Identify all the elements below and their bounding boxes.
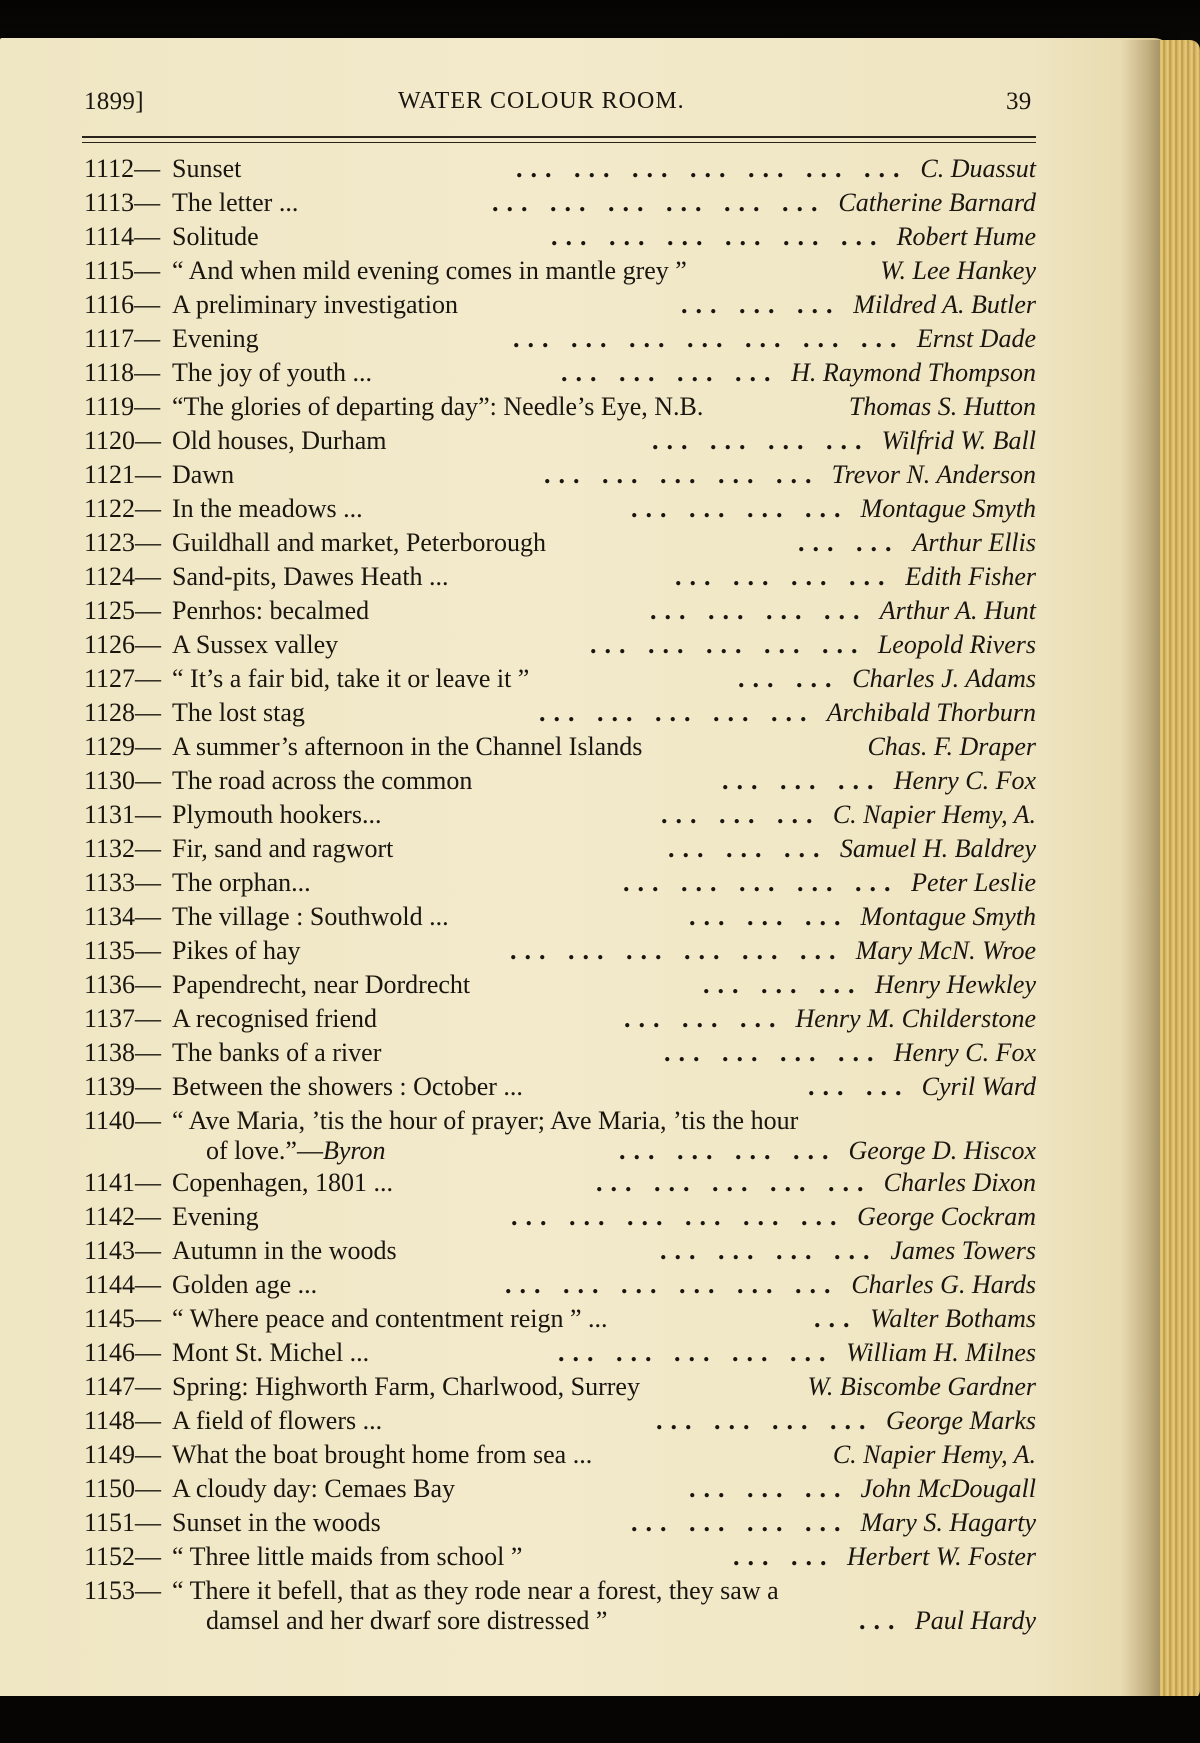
- entry-number: 1134—: [84, 902, 162, 931]
- entry-artist: Henry C. Fox: [893, 1038, 1036, 1067]
- entry-number: 1148—: [84, 1406, 162, 1435]
- entry-title: In the meadows ...: [172, 494, 363, 523]
- entry-number: 1113—: [84, 188, 161, 217]
- entry-title: The banks of a river: [172, 1038, 382, 1067]
- leader-dots: ... ...: [798, 528, 900, 557]
- leader-dots: ... ... ...: [689, 902, 849, 931]
- entry-artist: Mary McN. Wroe: [855, 936, 1036, 965]
- leader-dots: ... ... ... ... ...: [539, 698, 815, 727]
- entry-title: Sunset in the woods: [172, 1508, 381, 1537]
- entry-artist: Charles J. Adams: [852, 664, 1036, 693]
- entry-artist: Mary S. Hagarty: [860, 1508, 1036, 1537]
- entry-number: 1141—: [84, 1168, 162, 1197]
- leader-dots: ... ... ...: [681, 290, 841, 319]
- entry-title-continuation: damsel and her dwarf sore distressed ”: [206, 1606, 608, 1635]
- catalogue-entry: [84, 220, 1036, 254]
- catalogue-entry: [84, 1104, 1036, 1166]
- leader-dots: ... ... ... ... ... ...: [492, 188, 826, 217]
- catalogue-entry: [84, 1540, 1036, 1574]
- entry-number: 1118—: [84, 358, 161, 387]
- entry-number: 1142—: [84, 1202, 162, 1231]
- entry-title: Plymouth hookers...: [172, 800, 382, 829]
- entry-artist: Henry C. Fox: [893, 766, 1036, 795]
- entry-number: 1149—: [84, 1440, 162, 1469]
- entry-artist: Thomas S. Hutton: [848, 392, 1036, 421]
- entry-number: 1122—: [84, 494, 162, 523]
- entry-title: Golden age ...: [172, 1270, 318, 1299]
- entry-artist: Chas. F. Draper: [867, 732, 1036, 761]
- leader-dots: ... ... ... ...: [631, 494, 849, 523]
- catalogue-entry: [84, 1302, 1036, 1336]
- header-rule-thin: [82, 142, 1036, 143]
- entry-artist: C. Napier Hemy, A.: [832, 800, 1036, 829]
- leader-dots: ... ... ...: [689, 1474, 849, 1503]
- entry-artist: Edith Fisher: [905, 562, 1036, 591]
- entry-number: 1146—: [84, 1338, 162, 1367]
- catalogue-entry: [84, 1472, 1036, 1506]
- entry-quote-author: Byron: [322, 1136, 386, 1165]
- entry-artist: H. Raymond Thompson: [791, 358, 1036, 387]
- catalogue-entry: [84, 152, 1036, 186]
- scan-bottom-edge: [0, 1696, 1200, 1743]
- catalogue-entry: [84, 866, 1036, 900]
- entry-number: 1129—: [84, 732, 162, 761]
- entry-title: Guildhall and market, Peterborough: [172, 528, 547, 557]
- entry-artist: W. Biscombe Gardner: [807, 1372, 1036, 1401]
- catalogue-entry: [84, 288, 1036, 322]
- entry-title: The letter ...: [172, 188, 299, 217]
- catalogue-entry: [84, 356, 1036, 390]
- entry-artist: Catherine Barnard: [838, 188, 1036, 217]
- entry-title-continuation: of love.”—Byron: [206, 1136, 386, 1165]
- entry-title: “ Three little maids from school ”: [172, 1542, 523, 1571]
- entry-artist: Henry Hewkley: [875, 970, 1036, 999]
- entry-artist: George Cockram: [857, 1202, 1036, 1231]
- entry-number: 1119—: [84, 392, 161, 421]
- entry-artist: Montague Smyth: [860, 902, 1036, 931]
- leader-dots: ... ... ... ... ...: [558, 1338, 834, 1367]
- leader-dots: ...: [814, 1304, 858, 1333]
- entry-number: 1150—: [84, 1474, 162, 1503]
- catalogue-entry: [84, 458, 1036, 492]
- entry-number: 1144—: [84, 1270, 162, 1299]
- entry-title: “ Ave Maria, ’tis the hour of prayer; Ave Maria, ’tis the hour: [172, 1106, 799, 1135]
- entry-artist: W. Lee Hankey: [880, 256, 1036, 285]
- entry-artist: Arthur A. Hunt: [879, 596, 1036, 625]
- entry-title: A recognised friend: [172, 1004, 378, 1033]
- catalogue-entry: [84, 1370, 1036, 1404]
- leader-dots: ... ... ... ...: [660, 1236, 878, 1265]
- entry-artist: George D. Hiscox: [848, 1136, 1036, 1165]
- catalogue-entry: [84, 1336, 1036, 1370]
- running-head-title: WATER COLOUR ROOM.: [398, 88, 685, 114]
- entry-title: Copenhagen, 1801 ...: [172, 1168, 393, 1197]
- leader-dots: ... ... ... ...: [619, 1136, 837, 1165]
- catalogue-entry: [84, 492, 1036, 526]
- entry-title: What the boat brought home from sea ...: [172, 1440, 593, 1469]
- entry-title: Autumn in the woods: [172, 1236, 397, 1265]
- leader-dots: ... ... ...: [661, 800, 821, 829]
- catalogue-entry: [84, 1036, 1036, 1070]
- entry-number: 1114—: [84, 222, 161, 251]
- catalogue-entry: [84, 1438, 1036, 1472]
- entry-number: 1138—: [84, 1038, 162, 1067]
- catalogue-entry: [84, 832, 1036, 866]
- catalogue-entry: [84, 1268, 1036, 1302]
- catalogue-entry: [84, 526, 1036, 560]
- entry-title: A Sussex valley: [172, 630, 339, 659]
- entry-title: Solitude: [172, 222, 259, 251]
- entry-title: Between the showers : October ...: [172, 1072, 523, 1101]
- catalogue-entry-list: [84, 152, 1036, 1636]
- entry-title: The lost stag: [172, 698, 305, 727]
- entry-number: 1116—: [84, 290, 161, 319]
- entry-number: 1136—: [84, 970, 162, 999]
- entry-artist: Ernst Dade: [916, 324, 1036, 353]
- page-curl-shadow: [1120, 40, 1165, 1700]
- leader-dots: ... ... ...: [624, 1004, 784, 1033]
- entry-artist: Archibald Thorburn: [826, 698, 1036, 727]
- catalogue-entry: [84, 390, 1036, 424]
- catalogue-entry: [84, 1506, 1036, 1540]
- entry-number: 1133—: [84, 868, 162, 897]
- entry-title: A cloudy day: Cemaes Bay: [172, 1474, 456, 1503]
- entry-number: 1115—: [84, 256, 161, 285]
- catalogue-entry: [84, 968, 1036, 1002]
- entry-title: Penrhos: becalmed: [172, 596, 370, 625]
- entry-number: 1112—: [84, 154, 161, 183]
- entry-number: 1123—: [84, 528, 162, 557]
- leader-dots: ... ... ... ...: [561, 358, 779, 387]
- leader-dots: ... ... ... ...: [664, 1038, 882, 1067]
- header-rule-thick: [82, 136, 1036, 138]
- catalogue-entry: [84, 934, 1036, 968]
- entry-number: 1139—: [84, 1072, 162, 1101]
- entry-title: The village : Southwold ...: [172, 902, 449, 931]
- entry-artist: Paul Hardy: [914, 1606, 1036, 1635]
- entry-title: Mont St. Michel ...: [172, 1338, 370, 1367]
- catalogue-entry: [84, 696, 1036, 730]
- leader-dots: ... ... ... ... ... ...: [511, 1202, 845, 1231]
- entry-number: 1153—: [84, 1576, 162, 1605]
- entry-title: “ And when mild evening comes in mantle grey ”: [172, 256, 687, 285]
- entry-number: 1137—: [84, 1004, 162, 1033]
- leader-dots: ... ... ... ...: [656, 1406, 874, 1435]
- entry-artist: John McDougall: [860, 1474, 1036, 1503]
- entry-artist: Walter Bothams: [870, 1304, 1036, 1333]
- entry-artist: Mildred A. Butler: [853, 290, 1036, 319]
- catalogue-entry: [84, 1574, 1036, 1636]
- entry-number: 1128—: [84, 698, 162, 727]
- leader-dots: ... ... ... ... ...: [544, 460, 820, 489]
- leader-dots: ... ... ... ... ... ...: [505, 1270, 839, 1299]
- entry-artist: James Towers: [890, 1236, 1036, 1265]
- leader-dots: ... ... ... ...: [652, 426, 870, 455]
- entry-number: 1124—: [84, 562, 162, 591]
- catalogue-entry: [84, 1200, 1036, 1234]
- entry-number: 1121—: [84, 460, 162, 489]
- entry-number: 1131—: [84, 800, 162, 829]
- entry-number: 1125—: [84, 596, 162, 625]
- entry-number: 1143—: [84, 1236, 162, 1265]
- catalogue-entry: [84, 1070, 1036, 1104]
- entry-title: Sand-pits, Dawes Heath ...: [172, 562, 449, 591]
- entry-artist: Charles G. Hards: [851, 1270, 1036, 1299]
- entry-artist: C. Napier Hemy, A.: [832, 1440, 1036, 1469]
- leader-dots: ... ... ... ... ... ...: [510, 936, 844, 965]
- leader-dots: ... ... ...: [703, 970, 863, 999]
- entry-title: “ There it befell, that as they rode near a forest, they saw a: [172, 1576, 779, 1605]
- gilt-page-edges: [1160, 40, 1200, 1700]
- catalogue-entry: [84, 322, 1036, 356]
- catalogue-entry: [84, 730, 1036, 764]
- entry-artist: Montague Smyth: [860, 494, 1036, 523]
- entry-artist: C. Duassut: [920, 154, 1036, 183]
- entry-artist: William H. Milnes: [846, 1338, 1036, 1367]
- page-number: 39: [1006, 88, 1032, 115]
- entry-title: Dawn: [172, 460, 235, 489]
- entry-title: Spring: Highworth Farm, Charlwood, Surrey: [172, 1372, 640, 1401]
- entry-artist: Wilfrid W. Ball: [881, 426, 1036, 455]
- entry-title: The road across the common: [172, 766, 473, 795]
- leader-dots: ... ... ... ... ... ... ...: [513, 324, 905, 353]
- catalogue-entry: [84, 424, 1036, 458]
- leader-dots: ... ...: [733, 1542, 835, 1571]
- entry-number: 1147—: [84, 1372, 162, 1401]
- entry-title: A summer’s afternoon in the Channel Islands: [172, 732, 643, 761]
- leader-dots: ... ... ... ... ...: [596, 1168, 872, 1197]
- entry-number: 1130—: [84, 766, 162, 795]
- entry-number: 1120—: [84, 426, 162, 455]
- entry-artist: Henry M. Childerstone: [795, 1004, 1036, 1033]
- entry-artist: Herbert W. Foster: [847, 1542, 1036, 1571]
- entry-artist: Samuel H. Baldrey: [839, 834, 1036, 863]
- leader-dots: ... ...: [738, 664, 840, 693]
- entry-title: Evening: [172, 324, 259, 353]
- leader-dots: ... ... ... ... ...: [590, 630, 866, 659]
- entry-artist: Arthur Ellis: [912, 528, 1036, 557]
- leader-dots: ... ...: [808, 1072, 910, 1101]
- running-head-year: 1899]: [84, 88, 144, 115]
- catalogue-entry: [84, 254, 1036, 288]
- entry-artist: Trevor N. Anderson: [831, 460, 1036, 489]
- catalogue-entry: [84, 186, 1036, 220]
- leader-dots: ... ... ... ...: [650, 596, 868, 625]
- entry-artist: Peter Leslie: [911, 868, 1036, 897]
- entry-title: Fir, sand and ragwort: [172, 834, 394, 863]
- entry-artist: Charles Dixon: [883, 1168, 1036, 1197]
- entry-title: Pikes of hay: [172, 936, 301, 965]
- entry-title: A field of flowers ...: [172, 1406, 383, 1435]
- catalogue-entry: [84, 900, 1036, 934]
- entry-title: “ Where peace and contentment reign ” ...: [172, 1304, 608, 1333]
- entry-number: 1152—: [84, 1542, 162, 1571]
- catalogue-entry: [84, 1234, 1036, 1268]
- entry-number: 1117—: [84, 324, 161, 353]
- entry-title: The orphan...: [172, 868, 311, 897]
- leader-dots: ... ... ... ... ... ... ...: [516, 154, 908, 183]
- entry-number: 1151—: [84, 1508, 162, 1537]
- entry-artist: Leopold Rivers: [877, 630, 1036, 659]
- entry-number: 1135—: [84, 936, 162, 965]
- catalogue-entry: [84, 1166, 1036, 1200]
- catalogue-entry: [84, 1002, 1036, 1036]
- entry-title: Sunset: [172, 154, 242, 183]
- leader-dots: ... ... ...: [722, 766, 882, 795]
- entry-title: Papendrecht, near Dordrecht: [172, 970, 471, 999]
- entry-artist: George Marks: [886, 1406, 1036, 1435]
- entry-title: A preliminary investigation: [172, 290, 458, 319]
- leader-dots: ... ... ...: [668, 834, 828, 863]
- catalogue-entry: [84, 764, 1036, 798]
- catalogue-entry: [84, 662, 1036, 696]
- entry-title: The joy of youth ...: [172, 358, 373, 387]
- entry-artist: Robert Hume: [896, 222, 1036, 251]
- entry-title: Evening: [172, 1202, 259, 1231]
- catalogue-entry: [84, 628, 1036, 662]
- entry-number: 1132—: [84, 834, 162, 863]
- catalogue-entry: [84, 798, 1036, 832]
- leader-dots: ...: [859, 1606, 903, 1635]
- leader-dots: ... ... ... ...: [631, 1508, 849, 1537]
- entry-number: 1126—: [84, 630, 162, 659]
- entry-number: 1127—: [84, 664, 162, 693]
- entry-title: Old houses, Durham: [172, 426, 387, 455]
- entry-artist: Cyril Ward: [921, 1072, 1036, 1101]
- entry-title: “The glories of departing day”: Needle’s Eye, N.B.: [172, 392, 704, 421]
- leader-dots: ... ... ... ...: [675, 562, 893, 591]
- leader-dots: ... ... ... ... ... ...: [551, 222, 885, 251]
- entry-title: “ It’s a fair bid, take it or leave it ”: [172, 664, 530, 693]
- entry-number: 1140—: [84, 1106, 162, 1135]
- leader-dots: ... ... ... ... ...: [623, 868, 899, 897]
- entry-number: 1145—: [84, 1304, 162, 1333]
- catalogue-entry: [84, 1404, 1036, 1438]
- catalogue-entry: [84, 594, 1036, 628]
- catalogue-entry: [84, 560, 1036, 594]
